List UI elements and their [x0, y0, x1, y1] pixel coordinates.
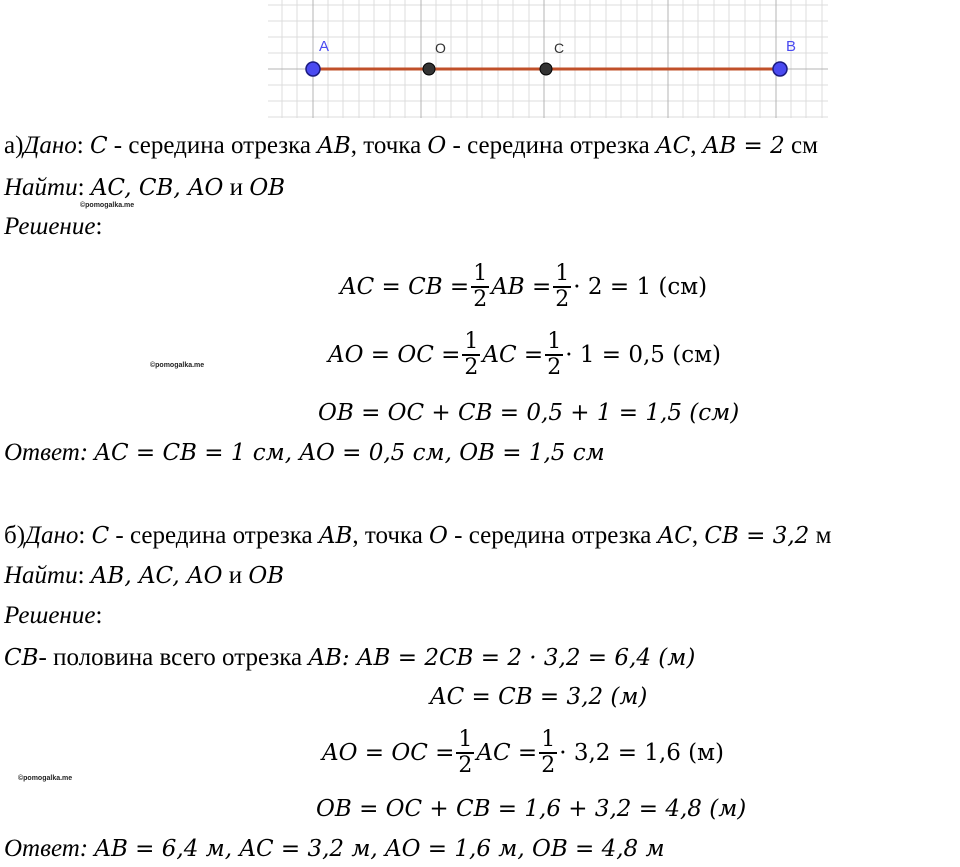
- part-a-find: [4, 173, 285, 203]
- colon: :: [78, 522, 86, 549]
- watermark: ©pomogalka.me: [18, 775, 73, 782]
- math-condition: AB = 2: [702, 133, 785, 159]
- fraction: [463, 330, 479, 380]
- answer-text: AC = CB = 1 см, AO = 0,5 см, OB = 1,5 см: [94, 440, 605, 466]
- answer-word: Ответ:: [4, 835, 89, 862]
- given-text: - середина отрезка: [109, 522, 319, 549]
- eq-text: AC = CB =: [340, 274, 470, 300]
- fraction: [546, 330, 562, 380]
- fraction: [457, 728, 473, 778]
- colon: :: [77, 562, 85, 589]
- eq-text: AO = OC =: [322, 740, 455, 766]
- major-grid: [268, 0, 828, 118]
- colon: :: [95, 213, 103, 240]
- eq-text: AC =: [482, 342, 544, 368]
- part-b-eq3: [316, 794, 746, 824]
- answer-word: Ответ:: [4, 439, 89, 466]
- part-b-solution-word: [4, 601, 102, 631]
- find-items: AC, CB, AO: [90, 175, 224, 201]
- fraction-den: 2: [458, 753, 473, 778]
- part-b-given: [4, 521, 831, 551]
- find-word: Найти: [4, 174, 78, 201]
- part-a-solution-word: [4, 212, 102, 242]
- label-b: B: [786, 38, 797, 55]
- math-o: O: [429, 523, 448, 549]
- grid: [268, 0, 828, 118]
- math-condition: CB = 3,2: [704, 523, 810, 549]
- find-items: AB, AC, AO: [90, 563, 223, 589]
- math-ab: AB: [308, 645, 342, 671]
- answer-text: AB = 6,4 м, AC = 3,2 м, AO = 1,6 м, OB = 4,8 м: [94, 836, 665, 862]
- find-and: и: [222, 562, 249, 589]
- part-b-prefix: б): [4, 522, 26, 549]
- segment-figure: [268, 0, 828, 118]
- point-c[interactable]: [540, 63, 552, 75]
- math-ac: AC: [657, 523, 692, 549]
- part-b-eq2: [322, 728, 724, 778]
- eq-text: AC = CB = 3,2 (м): [430, 684, 648, 710]
- given-word: Дано: [25, 522, 79, 549]
- given-text: - середина отрезка: [446, 132, 656, 159]
- eq-text: : AB = 2CB = 2 · 3,2 = 6,4 (м): [341, 645, 696, 671]
- fraction-den: 2: [555, 287, 570, 312]
- math-ab: AB: [318, 523, 353, 549]
- point-o[interactable]: [423, 63, 435, 75]
- find-last: OB: [249, 175, 286, 201]
- fraction: [472, 262, 488, 312]
- part-a-eq3: [318, 398, 739, 428]
- eq-text: OB = OC + CB = 0,5 + 1 = 1,5 (см): [318, 400, 740, 426]
- fraction-den: 2: [541, 753, 556, 778]
- fraction: [554, 262, 570, 312]
- part-b-half: [4, 643, 695, 673]
- eq-text: AO = OC =: [328, 342, 461, 368]
- eq-text: · 2 = 1 (см): [573, 274, 708, 300]
- given-text: - середина отрезка: [447, 522, 658, 549]
- part-a-answer: [4, 438, 605, 468]
- eq-text: AC =: [476, 740, 538, 766]
- math-ab: AB: [317, 133, 351, 159]
- eq-text: · 3,2 = 1,6 (м): [559, 740, 725, 766]
- colon: :: [76, 132, 84, 159]
- fraction-num: 1: [541, 727, 556, 752]
- label-a: A: [319, 38, 330, 55]
- half-text: - половина всего отрезка: [38, 644, 309, 671]
- fraction-den: 2: [464, 355, 479, 380]
- watermark: ©pomogalka.me: [80, 202, 135, 209]
- given-text: , точка: [352, 522, 430, 549]
- eq-text: OB = OC + CB = 1,6 + 3,2 = 4,8 (м): [316, 796, 747, 822]
- part-a-given: [4, 131, 818, 161]
- given-word: Дано: [23, 132, 77, 159]
- point-a[interactable]: [306, 62, 320, 76]
- eq-text: AB =: [491, 274, 552, 300]
- part-b-answer: [4, 834, 665, 864]
- math-c: C: [91, 523, 110, 549]
- part-b-eq1: [430, 682, 647, 712]
- label-c: C: [554, 40, 565, 56]
- fraction-den: 2: [547, 355, 562, 380]
- math-ac: AC: [656, 133, 691, 159]
- eq-text: · 1 = 0,5 (см): [565, 342, 721, 368]
- given-text: , точка: [350, 132, 428, 159]
- watermark: ©pomogalka.me: [150, 362, 205, 369]
- part-a-eq1: [340, 262, 707, 312]
- solution-word: Решение: [4, 213, 96, 240]
- fraction-num: 1: [547, 329, 562, 354]
- colon: :: [77, 174, 85, 201]
- math-o: O: [427, 133, 447, 159]
- part-b-find: [4, 561, 284, 591]
- fraction-num: 1: [464, 329, 479, 354]
- given-text: ,: [691, 522, 705, 549]
- part-a-eq2: [328, 330, 721, 380]
- fraction-num: 1: [555, 261, 570, 286]
- given-unit: см: [784, 132, 818, 159]
- given-unit: м: [809, 522, 832, 549]
- label-o: O: [435, 40, 446, 56]
- colon: :: [95, 602, 103, 629]
- find-and: и: [223, 174, 250, 201]
- given-text: ,: [690, 132, 703, 159]
- find-word: Найти: [4, 562, 78, 589]
- part-a-prefix: а): [4, 132, 24, 159]
- fraction: [540, 728, 556, 778]
- fraction-num: 1: [458, 727, 473, 752]
- math-c: C: [89, 133, 108, 159]
- find-last: OB: [248, 563, 285, 589]
- math-cb: CB: [4, 645, 39, 671]
- given-text: - середина отрезка: [107, 132, 318, 159]
- fraction-den: 2: [473, 287, 488, 312]
- point-b[interactable]: [773, 62, 787, 76]
- fraction-num: 1: [473, 261, 488, 286]
- solution-word: Решение: [4, 602, 96, 629]
